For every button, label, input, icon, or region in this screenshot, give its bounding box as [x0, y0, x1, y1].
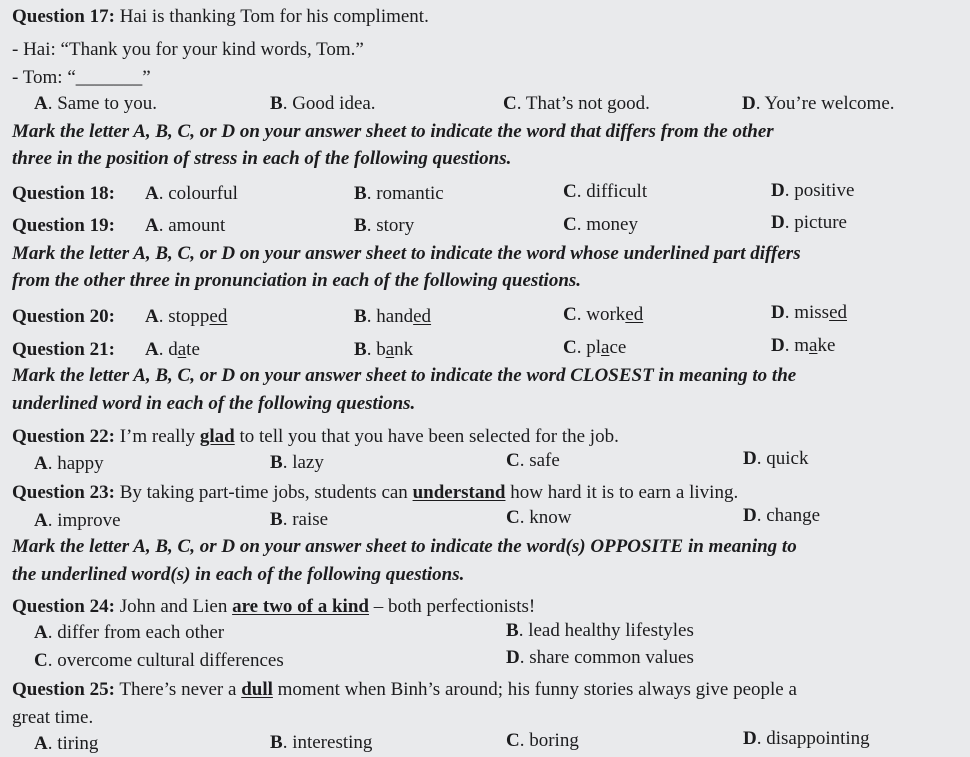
q19-option-a: A. amount — [145, 215, 226, 236]
instruction-pronunciation-line1: Mark the letter A, B, C, or D on your answer sheet to indicate the word whose underlined part differs — [12, 243, 801, 264]
question-21-label: Question 21: — [12, 339, 115, 360]
q21-option-d: D. make — [771, 335, 836, 356]
question-17-hai-line: - Hai: “Thank you for your kind words, Tom.” — [12, 39, 364, 60]
question-24-stem: Question 24: John and Lien are two of a kind – both perfectionists! — [12, 596, 536, 617]
question-17-tom-line: - Tom: “_______” — [12, 67, 151, 88]
q17-option-c: C. That’s not good. — [503, 93, 650, 114]
question-22-stem: Question 22: I’m really glad to tell you that you have been selected for the job. — [12, 426, 619, 447]
instruction-stress-line1: Mark the letter A, B, C, or D on your answer sheet to indicate the word that differs from the other — [12, 121, 774, 142]
instruction-pronunciation-line2: from the other three in pronunciation in each of the following questions. — [12, 270, 582, 291]
q24-option-c: C. overcome cultural differences — [34, 650, 284, 671]
q22-option-d: D. quick — [743, 448, 809, 469]
q20-option-a: A. stopped — [145, 306, 228, 327]
q23-option-d: D. change — [743, 505, 821, 526]
q24-option-b: B. lead healthy lifestyles — [506, 620, 694, 641]
question-label: Question 17: — [12, 6, 115, 27]
q21-option-b: B. bank — [354, 339, 414, 360]
question-20-label: Question 20: — [12, 306, 115, 327]
q18-option-b: B. romantic — [354, 183, 444, 204]
q20-option-b: B. handed — [354, 306, 432, 327]
q23-option-a: A. improve — [34, 510, 121, 531]
q22-option-b: B. lazy — [270, 452, 324, 473]
instruction-stress-line2: three in the position of stress in each of the following questions. — [12, 148, 512, 169]
instruction-closest-line1: Mark the letter A, B, C, or D on your answer sheet to indicate the word CLOSEST in meaning to the — [12, 365, 797, 386]
q19-option-d: D. picture — [771, 212, 847, 233]
q17-option-a: A. Same to you. — [34, 93, 157, 114]
q19-option-c: C. money — [563, 214, 638, 235]
q24-option-d: D. share common values — [506, 647, 694, 668]
q22-option-c: C. safe — [506, 450, 560, 471]
q23-option-b: B. raise — [270, 509, 329, 530]
question-23-stem: Question 23: By taking part-time jobs, students can understand how hard it is to earn a living. — [12, 482, 739, 503]
q25-option-d: D. disappointing — [743, 728, 870, 749]
q17-option-b: B. Good idea. — [270, 93, 376, 114]
question-19-label: Question 19: — [12, 215, 115, 236]
q18-option-c: C. difficult — [563, 181, 648, 202]
q25-option-c: C. boring — [506, 730, 579, 751]
q19-option-b: B. story — [354, 215, 415, 236]
q21-option-a: A. date — [145, 339, 200, 360]
instruction-opposite-line2: the underlined word(s) in each of the following questions. — [12, 564, 465, 585]
question-25-stem: Question 25: There’s never a dull moment when Binh’s around; his funny stories always give people a — [12, 679, 797, 700]
q22-option-a: A. happy — [34, 453, 104, 474]
q25-option-b: B. interesting — [270, 732, 373, 753]
question-18-label: Question 18: — [12, 183, 115, 204]
q21-option-c: C. place — [563, 337, 627, 358]
q20-option-c: C. worked — [563, 304, 644, 325]
q23-option-c: C. know — [506, 507, 572, 528]
q25-option-a: A. tiring — [34, 733, 99, 754]
question-17-stem: Question 17: Hai is thanking Tom for his compliment. — [12, 6, 429, 27]
q17-option-d: D. You’re welcome. — [742, 93, 895, 114]
question-25-stem-line2: great time. — [12, 707, 94, 728]
instruction-closest-line2: underlined word in each of the following questions. — [12, 393, 416, 414]
instruction-opposite-line1: Mark the letter A, B, C, or D on your answer sheet to indicate the word(s) OPPOSITE in meaning to — [12, 536, 797, 557]
q18-option-a: A. colourful — [145, 183, 238, 204]
q24-option-a: A. differ from each other — [34, 622, 225, 643]
q20-option-d: D. missed — [771, 302, 848, 323]
q18-option-d: D. positive — [771, 180, 855, 201]
